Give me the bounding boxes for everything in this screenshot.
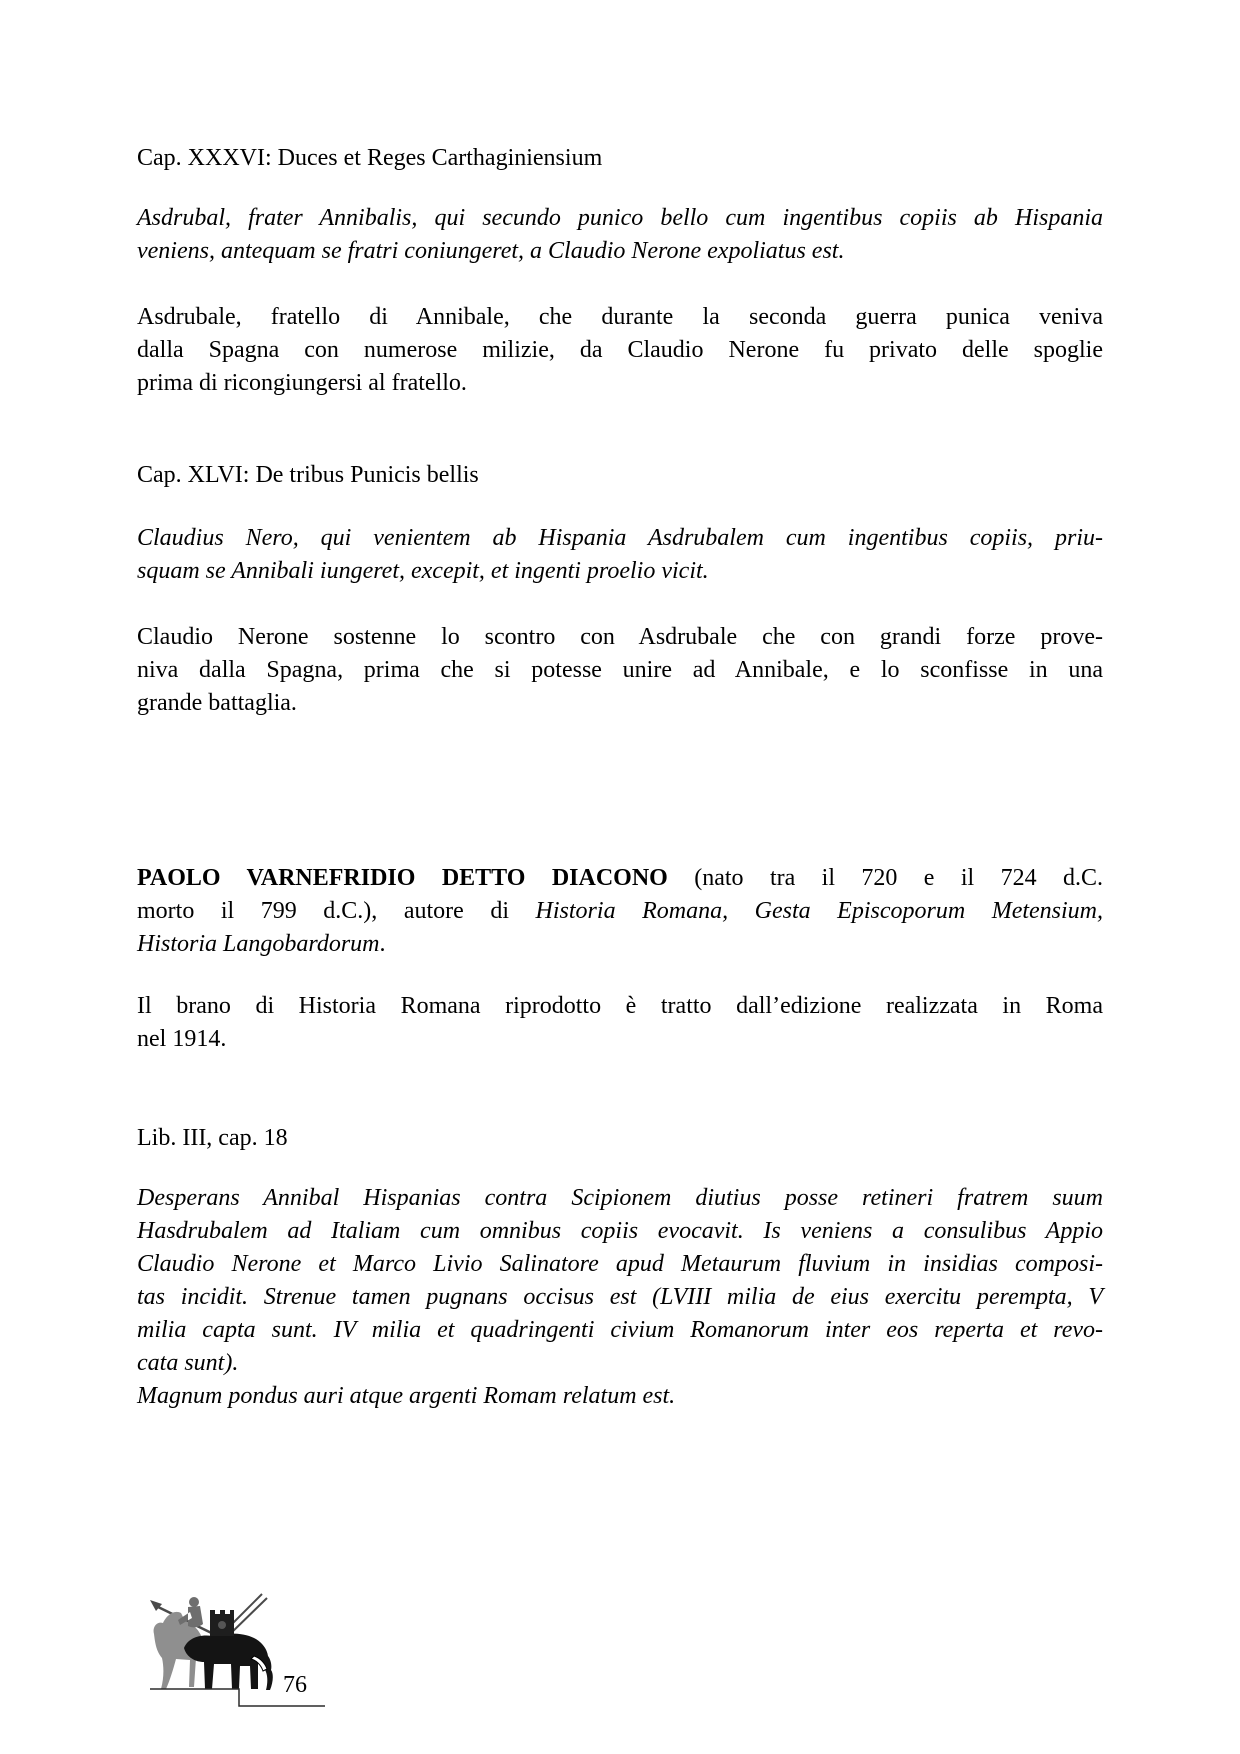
text-line (137, 895, 1103, 928)
period: . (379, 931, 386, 957)
edition-note (137, 990, 1103, 1056)
author-dates-cont: morto il 799 d.C.), autore di (137, 898, 536, 924)
text-line: nel 1914. (137, 1026, 227, 1052)
text-line: Claudio Nerone sostenne lo scontro con Asdrubale che con grandi forze prove- (137, 624, 1103, 650)
text-line: dalla Spagna con numerose milizie, da Claudio Nerone fu privato delle spoglie (137, 337, 1103, 363)
latin-quote-2 (137, 522, 1103, 588)
latin-quote-1 (137, 202, 1103, 268)
chapter-heading-2: Cap. XLVI: De tribus Punicis bellis (137, 462, 479, 488)
text-line: Hasdrubalem ad Italiam cum omnibus copiis evocavit. Is veniens a consulibus Appio (137, 1218, 1103, 1244)
page-number: 76 (283, 1672, 307, 1698)
author-dates: (nato tra il 720 e il 724 d.C. (667, 865, 1103, 891)
text-line: Magnum pondus auri atque argenti Romam relatum est. (137, 1383, 676, 1409)
rider-head-icon (189, 1597, 199, 1607)
text-line: veniens, antequam se fratri coniungeret, a Claudio Nerone expoliatus est. (137, 238, 845, 264)
author-note (137, 862, 1103, 961)
chapter-heading-1: Cap. XXXVI: Duces et Reges Carthaginiensium (137, 145, 603, 171)
text-line (137, 862, 1103, 895)
text-line: Claudius Nero, qui venientem ab Hispania Asdrubalem cum ingentibus copiis, priu- (137, 525, 1103, 551)
italian-translation-2 (137, 621, 1103, 720)
text-line: Claudio Nerone et Marco Livio Salinatore apud Metaurum fluvium in insidias composi- (137, 1251, 1103, 1277)
italian-translation-1 (137, 301, 1103, 400)
text-line: Asdrubale, fratello di Annibale, che durante la seconda guerra punica veniva (137, 304, 1103, 330)
text-line: tas incidit. Strenue tamen pugnans occisus est (LVIII milia de eius exercitu perempta, V (137, 1284, 1103, 1310)
text-line: cata sunt). (137, 1350, 239, 1376)
text-line: squam se Annibali iungeret, excepit, et ingenti proelio vicit. (137, 558, 709, 584)
author-name: PAOLO VARNEFRIDIO DETTO DIACONO (137, 865, 668, 891)
text-line: prima di ricongiungersi al fratello. (137, 370, 467, 396)
work-title: Historia Langobardorum (137, 931, 380, 957)
text-line: milia capta sunt. IV milia et quadringenti civium Romanorum inter eos reperta et revo- (137, 1317, 1103, 1343)
latin-quote-3 (137, 1182, 1103, 1413)
text-line: Il brano di Historia Romana riprodotto è tratto dall’edizione realizzata in Roma (137, 993, 1103, 1019)
text-line: Asdrubal, frater Annibalis, qui secundo punico bello cum ingentibus copiis ab Hispania (137, 205, 1103, 231)
chapter-heading-3: Lib. III, cap. 18 (137, 1125, 288, 1151)
text-line: niva dalla Spagna, prima che si potesse unire ad Annibale, e lo sconfisse in una (137, 657, 1103, 683)
text-line: Desperans Annibal Hispanias contra Scipionem diutius posse retineri fratrem suum (137, 1185, 1103, 1211)
text-line (137, 928, 1103, 961)
text-line: grande battaglia. (137, 690, 297, 716)
tower-emblem-icon (218, 1621, 226, 1629)
work-titles: Historia Romana, Gesta Episcoporum Metensium, (535, 898, 1104, 924)
